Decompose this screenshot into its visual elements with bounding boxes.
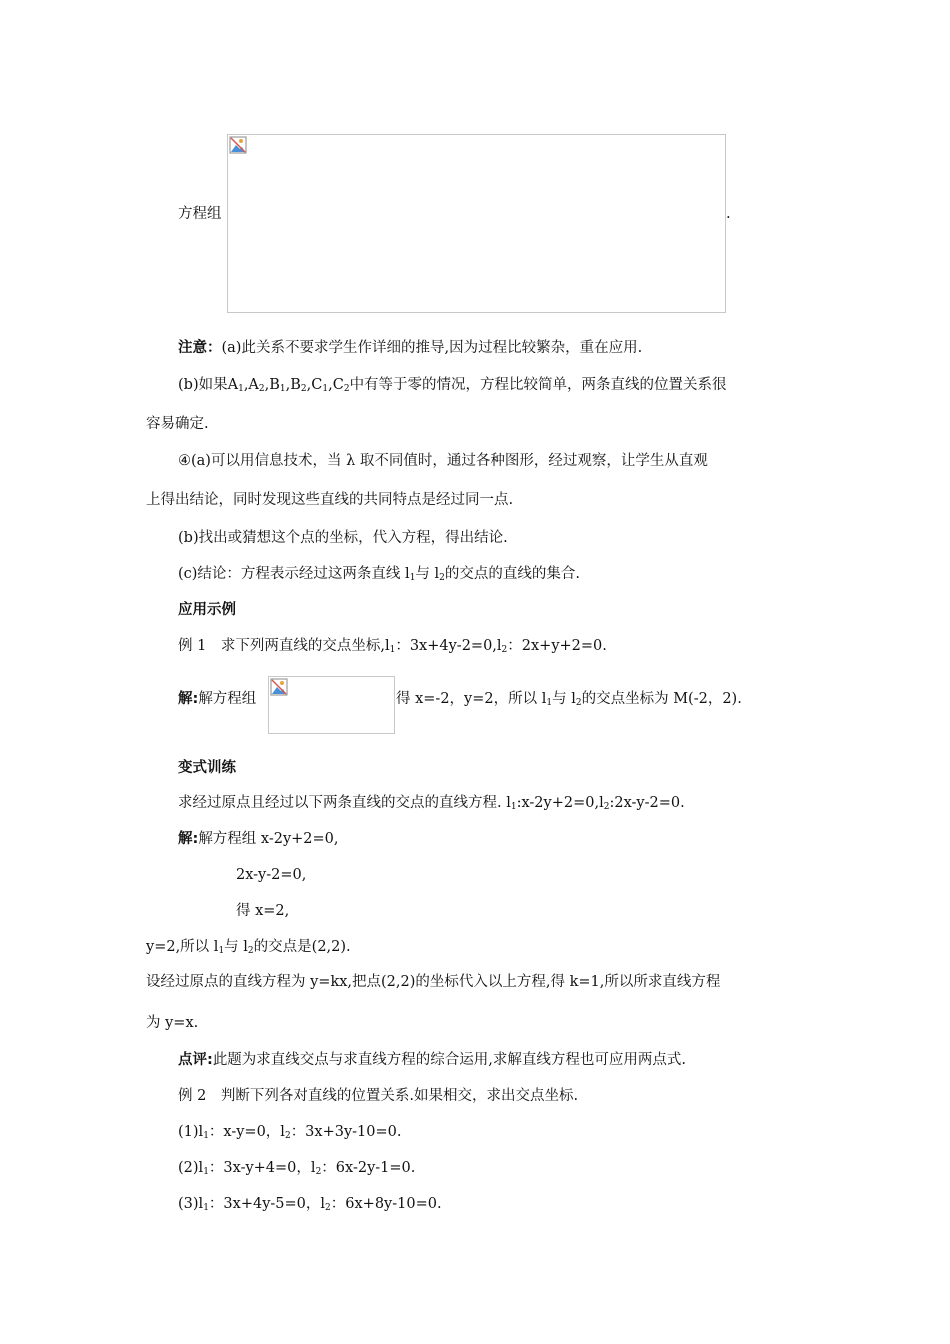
note-b: (b)如果$A_1,A_2,B_1,B_2,C_1,C_2$中有等于零的情况，方程比较简单，两条直线的位置关系很 — [178, 377, 727, 394]
intro-suffix: . — [726, 206, 731, 222]
example2-item-3: $(3)l_1$：3x+4y-5=0，$l_2$：6x+8y-10=0. — [178, 1196, 442, 1213]
item4-a-line1: ④(a)可以用信息技术，当 λ 取不同值时，通过各种图形，经过观察，让学生从直观 — [178, 453, 708, 469]
variant-solution-line6: 为 y=x. — [146, 1015, 199, 1031]
broken-image-icon — [229, 136, 247, 154]
example1-solution-start: 解:解方程组 — [178, 691, 257, 707]
variant-solution-line5: 设经过原点的直线方程为 y=kx,把点(2,2)的坐标代入以上方程,得 k=1,所以所求直线方程 — [146, 974, 721, 990]
item4-c: (c)结论：方程表示经过这两条直线 $l_1$与 $l_2$的交点的直线的集合. — [178, 566, 581, 583]
variant-title: 变式训练 — [178, 760, 236, 776]
variant-solution-line2: 2x-y-2=0, — [236, 867, 307, 883]
example1-solution-end: 得 x=-2，y=2，所以 $l_1$与 $l_2$的交点坐标为 M(-2，2). — [396, 691, 742, 708]
variant-task: 求经过原点且经过以下两条直线的交点的直线方程. $l_1:x-2y+2=0,l_2:2x-y-2=0$. — [178, 795, 685, 812]
variant-solution-line4: y=2,所以 $l_1$与 $l_2$的交点是(2,2). — [146, 939, 351, 956]
example2-item-2: $(2)l_1$：3x-y+4=0，$l_2$：6x-2y-1=0. — [178, 1160, 416, 1177]
note-b-line2: 容易确定. — [146, 416, 209, 432]
item4-a-line2: 上得出结论，同时发现这些直线的共同特点是经过同一点. — [146, 492, 514, 508]
variant-solution-line3: 得 x=2, — [236, 903, 290, 919]
section-title: 应用示例 — [178, 602, 236, 618]
comment: 点评:此题为求直线交点与求直线方程的综合运用,求解直线方程也可应用两点式. — [178, 1052, 687, 1068]
example1-problem: 例 1 求下列两直线的交点坐标$,l_1$：$3x+4y-2=0,l_2$：2x+y+2=0. — [178, 638, 607, 655]
note-label: 注意： — [178, 340, 222, 356]
example2-item-1: $(1)l_1$：x-y=0，$l_2$：3x+3y-10=0. — [178, 1124, 402, 1141]
variant-solution-line1: 解:解方程组 x-2y+2=0, — [178, 831, 339, 847]
example2-title: 例 2 判断下列各对直线的位置关系.如果相交，求出交点坐标. — [178, 1088, 579, 1104]
intro-prefix: 方程组 — [178, 206, 222, 222]
note-a: 注意：(a)此关系不要求学生作详细的推导,因为过程比较繁杂，重在应用. — [178, 340, 643, 356]
system-image — [268, 676, 395, 734]
item4-b: (b)找出或猜想这个点的坐标，代入方程，得出结论. — [178, 530, 508, 546]
broken-image-icon — [270, 678, 288, 696]
solution-label: 解: — [178, 691, 199, 707]
equation-image — [227, 134, 726, 313]
